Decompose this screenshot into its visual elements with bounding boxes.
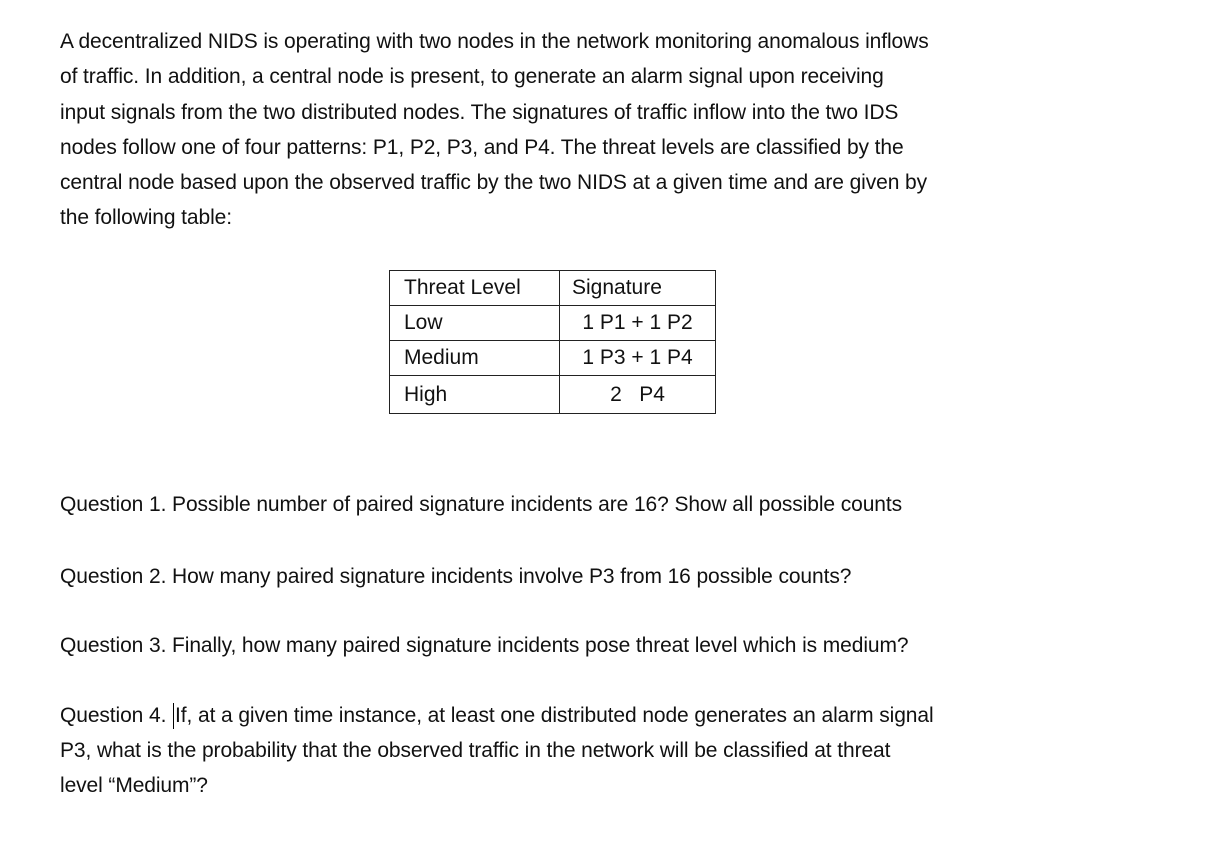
table-header-row — [390, 271, 716, 306]
question-4-line: level “Medium”? — [60, 774, 208, 797]
signature-cell: 2 P4 — [560, 376, 716, 414]
header-threat-level: Threat Level — [390, 271, 560, 306]
question-1: Question 1. Possible number of paired signature incidents are 16? Show all possible counts — [60, 493, 903, 516]
intro-line: of traffic. In addition, a central node is present, to generate an alarm signal upon receiving — [60, 65, 884, 88]
question-3: Question 3. Finally, how many paired signature incidents pose threat level which is medium? — [60, 634, 909, 657]
threat-level-cell: Low — [390, 306, 560, 341]
header-signature: Signature — [560, 271, 716, 306]
table-row — [390, 376, 716, 414]
question-2: Question 2. How many paired signature incidents involve P3 from 16 possible counts? — [60, 565, 852, 588]
threat-level-table — [389, 270, 716, 414]
table-row — [390, 341, 716, 376]
question-4-line: P3, what is the probability that the observed traffic in the network will be classified at threat — [60, 739, 891, 762]
text-cursor — [173, 703, 174, 729]
intro-line: the following table: — [60, 206, 232, 229]
signature-cell: 1 P3 + 1 P4 — [560, 341, 716, 376]
threat-level-cell: Medium — [390, 341, 560, 376]
question-4-label: Question 4. — [60, 704, 173, 727]
intro-line: input signals from the two distributed nodes. The signatures of traffic inflow into the two IDS — [60, 101, 899, 124]
intro-line: nodes follow one of four patterns: P1, P2, P3, and P4. The threat levels are classified by the — [60, 136, 904, 159]
table-row — [390, 306, 716, 341]
signature-cell: 1 P1 + 1 P2 — [560, 306, 716, 341]
intro-line: central node based upon the observed traffic by the two NIDS at a given time and are given by — [60, 171, 928, 194]
intro-line: A decentralized NIDS is operating with two nodes in the network monitoring anomalous inflows — [60, 30, 929, 53]
question-4-line: If, at a given time instance, at least one distributed node generates an alarm signal — [175, 704, 934, 727]
threat-level-cell: High — [390, 376, 560, 414]
